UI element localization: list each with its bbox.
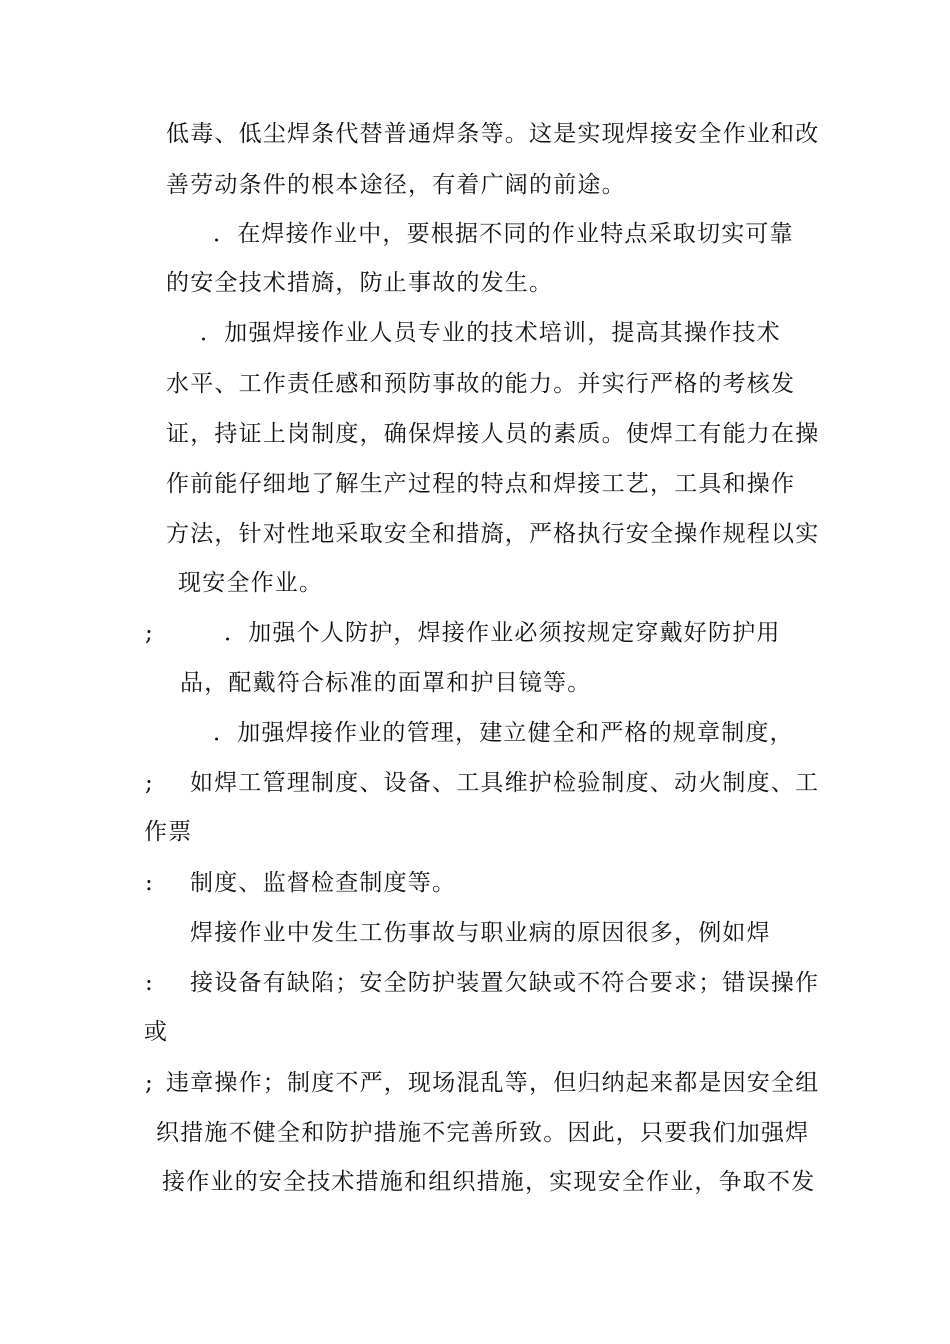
text-line: 证，持证上岗制度，确保焊接人员的素质。使焊工有能力在操 [166,421,820,447]
text-line: 接作业的安全技术措施和组织措施，实现安全作业，争取不发 [162,1169,816,1195]
text-line: ．加强焊接作业的管理，建立健全和严格的规章制度， [213,720,794,746]
text-line: 的安全技术措旖，防止事故的发生。 [166,270,554,296]
margin-mark: : [145,970,154,996]
text-line: 焊接作业中发生工伤事故与职业病的原因很多，例如焊 [190,920,771,946]
text-line: 违章操作；制度不严，现场混乱等，但归纳起来都是因安全组 [166,1070,820,1096]
margin-mark: ; [145,1070,154,1096]
text-line: 如焊工管理制度、设备、工具维护检验制度、动火制度、工 [190,770,820,796]
text-line: 现安全作业。 [178,570,324,596]
margin-mark: ; [145,620,154,646]
text-line: 品，配戴符合标准的面罩和护目镜等。 [180,670,592,696]
text-line: ．在焊接作业中，要根据不同的作业特点采取切实可靠 [213,221,794,247]
text-line: 或 [144,1019,169,1045]
text-line: 方法，针对性地采取安全和措旖，严格执行安全操作规程以实 [166,521,820,547]
text-line: 水平、工作责任感和预防事故的能力。并实行严格的考核发 [166,371,796,397]
text-line: 善劳动条件的根本途径，有着广阔的前途。 [166,172,626,198]
text-line: 作前能仔细地了解生产过程的特点和焊接工艺，工具和操作 [166,471,796,497]
text-line: ．加强个人防护，焊接作业必须按规定穿戴好防护用 [224,620,781,646]
text-line: ．加强焊接作业人员专业的技术培训，提高其操作技术 [200,320,781,346]
text-line: 作票 [144,819,193,845]
text-line: 低毒、低尘焊条代替普通焊条等。这是实现焊接安全作业和改 [166,121,820,147]
text-line: 接设备有缺陷；安全防护装置欠缺或不符合要求；错误操作 [190,970,820,996]
margin-mark: : [145,870,154,896]
margin-mark: ; [145,770,154,796]
text-line: 制度、监督检查制度等。 [190,870,457,896]
text-line: 织措施不健全和防护措施不完善所致。因此，只要我们加强焊 [156,1120,810,1146]
